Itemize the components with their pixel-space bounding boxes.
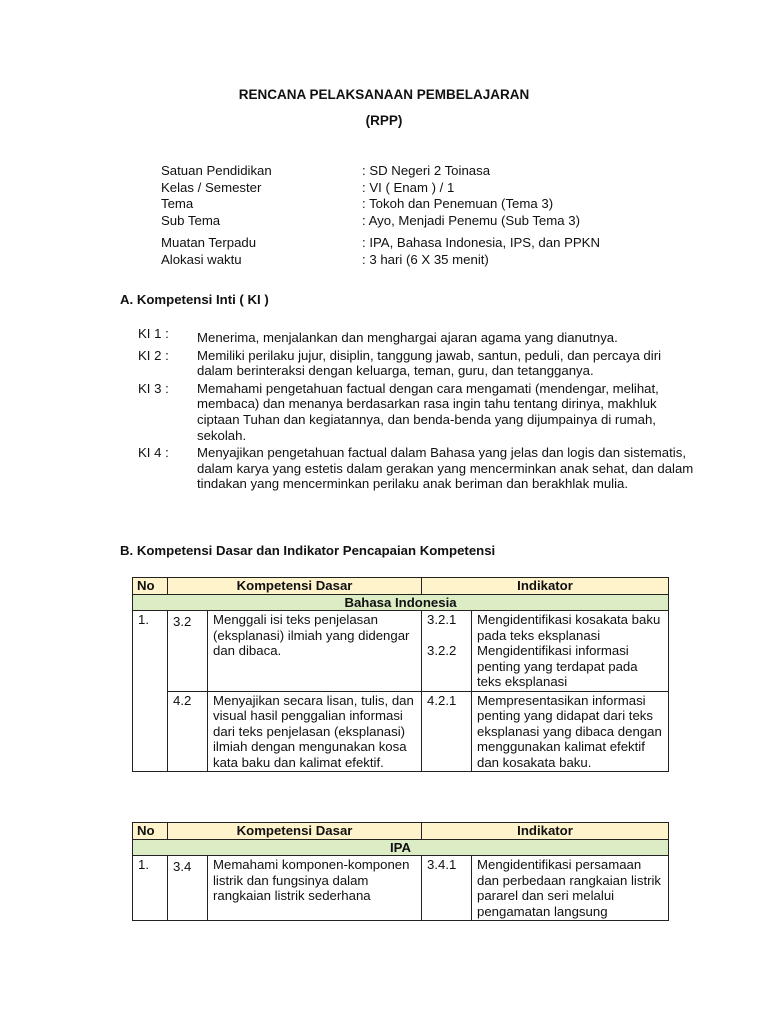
- document-title: RENCANA PELAKSANAAN PEMBELAJARAN: [238, 87, 530, 102]
- indikator-number: 3.2.1: [427, 612, 457, 627]
- header-kompetensi-dasar: Kompetensi Dasar: [168, 823, 422, 840]
- info-row: [161, 213, 600, 230]
- ki-text: Memiliki perilaku jujur, disiplin, tanggung jawab, santun, peduli, dan percaya diri dalam berinteraksi dengan keluarga, teman, guru, dan tetangganya.: [197, 347, 662, 379]
- header-kompetensi-dasar: Kompetensi Dasar: [168, 578, 422, 595]
- info-row: [161, 163, 600, 180]
- kd-number: 3.2: [168, 611, 208, 692]
- kd-table-ipa: [132, 822, 669, 921]
- indikator-text: Mempresentasikan informasi penting yang didapat dari teks eksplanasi yang dibaca dengan menggunakan kalimat efektif dan kosakata baku.: [472, 691, 669, 772]
- info-value: : VI ( Enam ) / 1: [362, 179, 455, 195]
- info-label: Kelas / Semester: [161, 179, 262, 195]
- kd-number: 3.4: [168, 856, 208, 921]
- subject-row: [133, 594, 669, 611]
- ki-label: KI 2 :: [138, 347, 169, 363]
- ki-item: [138, 381, 698, 443]
- ki-label: KI 3 :: [138, 380, 169, 396]
- ki-label: KI 4 :: [138, 445, 169, 461]
- indikator-number: 3.2.2: [427, 642, 457, 658]
- header-no: No: [133, 578, 168, 595]
- header-no: No: [133, 823, 168, 840]
- info-label: Satuan Pendidikan: [161, 163, 272, 178]
- table-row: [133, 856, 669, 921]
- identity-block: [161, 163, 600, 268]
- info-label: Tema: [161, 196, 194, 211]
- kd-text: Menyajikan secara lisan, tulis, dan visual hasil penggalian informasi dari teks penjelasan (eksplanasi) ilmiah dengan mengunakan kosa kata baku dan kalimat efektif.: [208, 691, 422, 772]
- indikator-text: Mengidentifikasi kosakata baku pada teks eksplanasi: [477, 612, 661, 643]
- indikator-text: Mengidentifikasi persamaan dan perbedaan rangkaian listrik pararel dan seri melalui pengamatan langsung: [472, 856, 669, 921]
- subject-label: Bahasa Indonesia: [133, 594, 669, 611]
- document-subtitle: (RPP): [365, 113, 403, 128]
- subject-row: [133, 839, 669, 856]
- table-row: [133, 611, 669, 692]
- info-label: Sub Tema: [161, 212, 221, 228]
- ki-text: Memahami pengetahuan factual dengan cara mengamati (mendengar, melihat, membaca) dan menanya berdasarkan rasa ingin tahu tentang dirinya, makhluk ciptaan Tuhan dan kegiatannya, dan benda-benda yang dijumpainya di rumah, sekolah.: [197, 380, 659, 443]
- info-label: Alokasi waktu: [161, 251, 242, 267]
- info-row: [161, 180, 600, 197]
- info-value: : IPA, Bahasa Indonesia, IPS, dan PPKN: [362, 235, 601, 250]
- kd-table-bahasa-indonesia: [132, 577, 669, 772]
- ki-item: [138, 348, 698, 379]
- table-header-row: [133, 578, 669, 595]
- subject-label: IPA: [133, 839, 669, 856]
- info-value: : SD Negeri 2 Toinasa: [362, 163, 491, 178]
- kd-number: 4.2: [168, 691, 208, 772]
- ki-item: [138, 445, 698, 492]
- info-row: [161, 196, 600, 213]
- indikator-number-cell: [422, 611, 472, 692]
- row-no: 1.: [133, 611, 168, 772]
- info-row: [161, 235, 600, 252]
- table-header-row: [133, 823, 669, 840]
- row-no: 1.: [133, 856, 168, 921]
- indikator-text: Mengidentifikasi informasi penting yang terdapat pada teks eksplanasi: [477, 643, 638, 689]
- ki-label: KI 1 :: [138, 326, 169, 341]
- section-b-heading: B. Kompetensi Dasar dan Indikator Pencapaian Kompetensi: [120, 543, 496, 558]
- header-indikator: Indikator: [422, 823, 669, 840]
- info-value: : Tokoh dan Penemuan (Tema 3): [362, 196, 554, 211]
- section-a-heading: A. Kompetensi Inti ( KI ): [120, 292, 269, 307]
- ki-item: [138, 326, 698, 346]
- indikator-number: 3.4.1: [422, 856, 472, 921]
- header-indikator: Indikator: [422, 578, 669, 595]
- ki-text: Menyajikan pengetahuan factual dalam Bahasa yang jelas dan logis dan sistematis, dalam karya yang estetis dalam gerakan yang mencerminkan anak sehat, dan dalam tindakan yang mencerminkan perilaku anak beriman dan berakhlak mulia.: [197, 445, 694, 492]
- kd-text: Memahami komponen-komponen listrik dan fungsinya dalam rangkaian listrik sederhana: [208, 856, 422, 921]
- kd-text: Menggali isi teks penjelasan (eksplanasi) ilmiah yang didengar dan dibaca.: [208, 611, 422, 692]
- info-value: : Ayo, Menjadi Penemu (Sub Tema 3): [362, 212, 580, 228]
- indikator-text-cell: [472, 611, 669, 692]
- table-row: [133, 691, 669, 772]
- ki-text: Menerima, menjalankan dan menghargai ajaran agama yang dianutnya.: [197, 330, 618, 345]
- info-label: Muatan Terpadu: [161, 235, 257, 250]
- info-value: : 3 hari (6 X 35 menit): [362, 251, 489, 267]
- indikator-number: 4.2.1: [422, 691, 472, 772]
- ki-list: [138, 326, 698, 494]
- info-row: [161, 252, 600, 269]
